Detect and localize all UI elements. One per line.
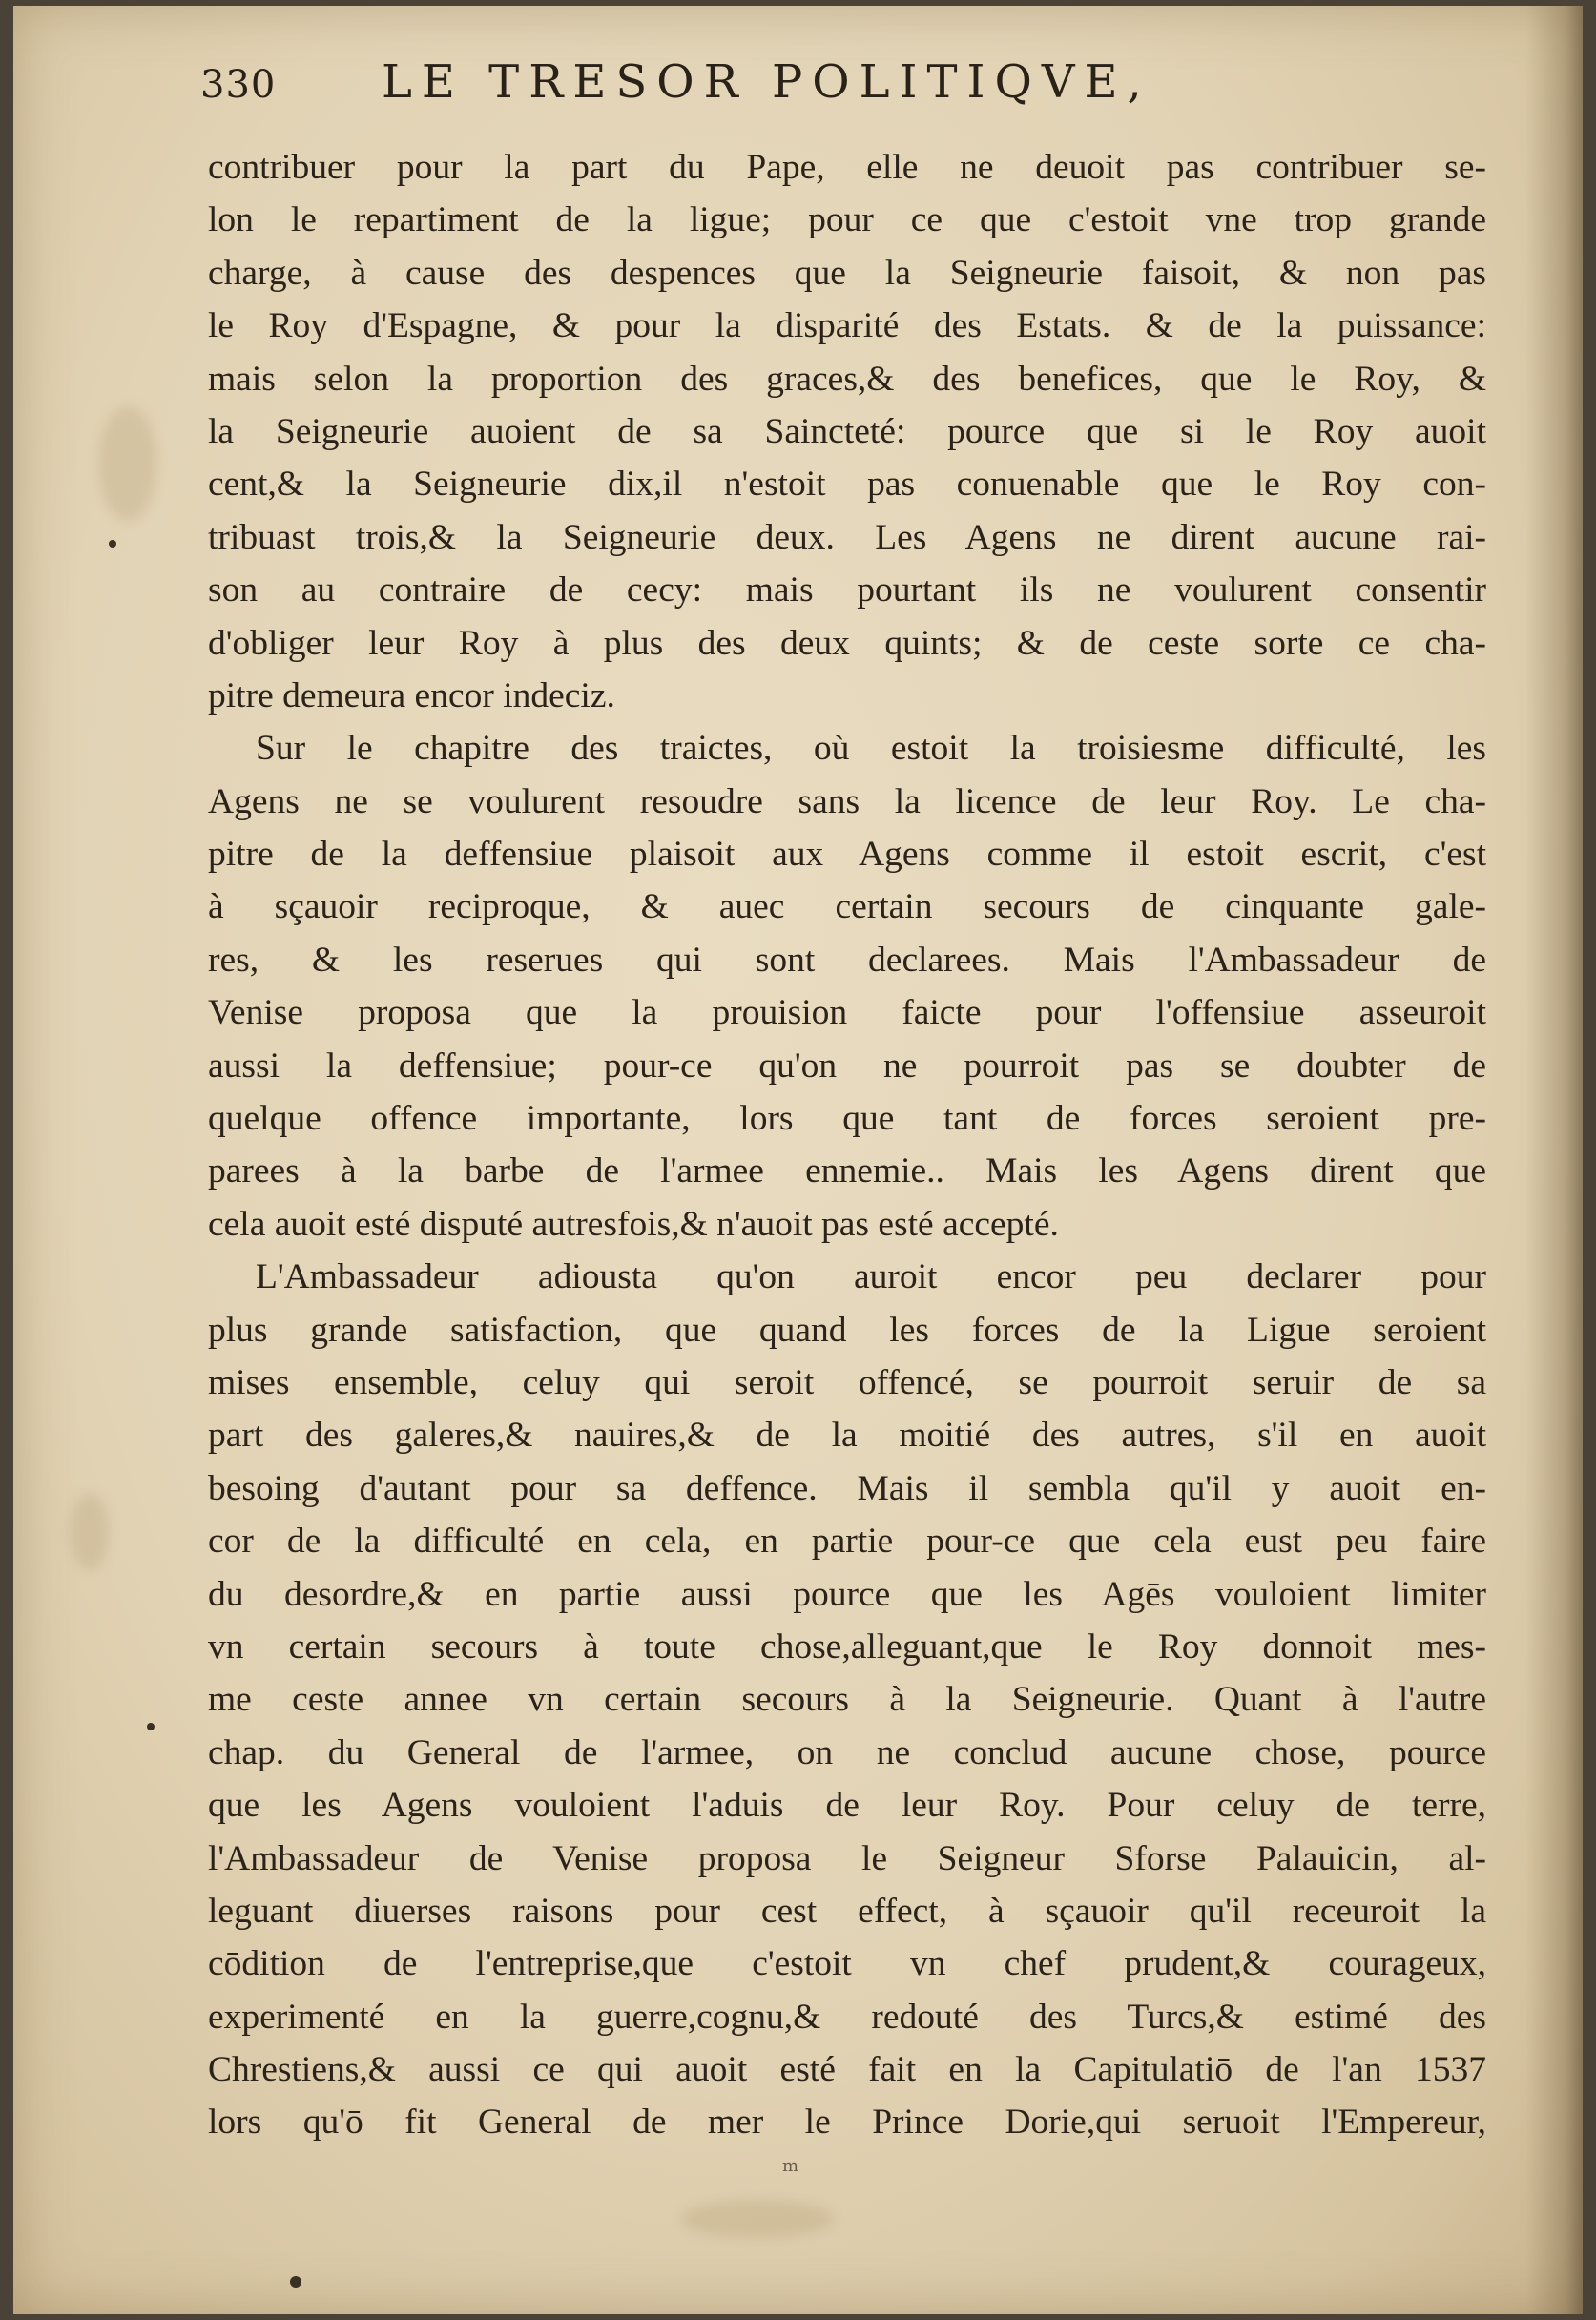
text-line: aussi la deffensiue; pour-ce qu'on ne pourroit pas se doubter de bbox=[208, 1046, 1486, 1086]
ink-speck bbox=[147, 1723, 155, 1730]
text-line: L'Ambassadeur adiousta qu'on auroit encor peu declarer pour bbox=[256, 1257, 1486, 1297]
text-line: le Roy d'Espagne, & pour la disparité des Estats. & de la puissance: bbox=[208, 306, 1486, 346]
text-line: quelque offence importante, lors que tant de forces seroient pre- bbox=[208, 1099, 1486, 1139]
text-line: pitre demeura encor indeciz. bbox=[208, 675, 615, 715]
ink-speck bbox=[290, 2276, 301, 2288]
text-line: vn certain secours à toute chose,alleguant,que le Roy donnoit mes- bbox=[208, 1626, 1486, 1667]
text-line: contribuer pour la part du Pape, elle ne deuoit pas contribuer se- bbox=[208, 148, 1486, 187]
text-line: cōdition de l'entreprise,que c'estoit vn chef prudent,& courageux, bbox=[208, 1944, 1486, 1984]
text-line: Chrestiens,& aussi ce qui auoit esté fait en la Capitulatiō de l'an 1537 bbox=[208, 2050, 1486, 2090]
text-line: chap. du General de l'armee, on ne conclud aucune chose, pource bbox=[208, 1732, 1486, 1772]
paper-stain bbox=[99, 406, 156, 521]
running-title: LE TRESOR POLITIQVE, bbox=[382, 55, 1151, 109]
text-line: mises ensemble, celuy qui seroit offencé, se pourroit seruir de sa bbox=[208, 1362, 1486, 1402]
text-line: Agens ne se voulurent resoudre sans la licence de leur Roy. Le cha- bbox=[208, 781, 1486, 821]
text-line: experimenté en la guerre,cognu,& redouté des Turcs,& estimé des bbox=[208, 1997, 1486, 2037]
text-line: son au contraire de cecy: mais pourtant ils ne voulurent consentir bbox=[208, 570, 1486, 611]
text-line: lon le repartiment de la ligue; pour ce que c'estoit vne trop grande bbox=[208, 200, 1486, 240]
text-line: à sçauoir reciproque, & auec certain secours de cinquante gale- bbox=[208, 887, 1486, 927]
page-header bbox=[200, 55, 1441, 122]
text-line: cela auoit esté disputé autresfois,& n'auoit pas esté accepté. bbox=[208, 1204, 1059, 1244]
text-line: plus grande satisfaction, que quand les forces de la Ligue seroient bbox=[208, 1310, 1486, 1350]
text-line: Sur le chapitre des traictes, où estoit la troisiesme difficulté, les bbox=[256, 729, 1486, 769]
text-line: me ceste annee vn certain secours à la Seigneurie. Quant à l'autre bbox=[208, 1680, 1486, 1720]
text-line: du desordre,& en partie aussi pource que les Agēs vouloient limiter bbox=[208, 1574, 1486, 1614]
text-line: parees à la barbe de l'armee ennemie.. Mais les Agens dirent que bbox=[208, 1151, 1486, 1191]
text-line: mais selon la proportion des graces,& des benefices, que le Roy, & bbox=[208, 359, 1486, 399]
paper-stain bbox=[71, 1494, 109, 1570]
page-gutter-shadow bbox=[1525, 6, 1583, 2314]
text-line: part des galeres,& nauires,& de la moitié des autres, s'il en auoit bbox=[208, 1416, 1486, 1456]
text-line: res, & les reserues qui sont declarees. Mais l'Ambassadeur de bbox=[208, 940, 1486, 980]
text-line: pitre de la deffensiue plaisoit aux Agens comme il estoit escrit, c'est bbox=[208, 835, 1486, 875]
text-line: charge, à cause des despences que la Seigneurie faisoit, & non pas bbox=[208, 253, 1486, 293]
text-line: tribuast trois,& la Seigneurie deux. Les Agens ne dirent aucune rai- bbox=[208, 517, 1486, 557]
page-number: 330 bbox=[200, 63, 277, 107]
text-line: leguant diuerses raisons pour cest effect, à sçauoir qu'il receuroit la bbox=[208, 1891, 1486, 1931]
text-line: que les Agens vouloient l'aduis de leur Roy. Pour celuy de terre, bbox=[208, 1786, 1486, 1826]
signature-mark: m bbox=[782, 2156, 799, 2176]
text-line: d'obliger leur Roy à plus des deux quints; & de ceste sorte ce cha- bbox=[208, 623, 1486, 663]
text-line: l'Ambassadeur de Venise proposa le Seigneur Sforse Palauicin, al- bbox=[208, 1838, 1486, 1878]
text-line: cent,& la Seigneurie dix,il n'estoit pas conuenable que le Roy con- bbox=[208, 465, 1486, 505]
text-line: lors qu'ō fit General de mer le Prince Dorie,qui seruoit l'Empereur, bbox=[208, 2102, 1486, 2143]
text-line: Venise proposa que la prouision faicte pour l'offensiue asseuroit bbox=[208, 993, 1486, 1033]
paper-stain bbox=[681, 2200, 834, 2238]
text-line: besoing d'autant pour sa deffence. Mais il sembla qu'il y auoit en- bbox=[208, 1468, 1486, 1508]
text-line: la Seigneurie auoient de sa Saincteté: pource que si le Roy auoit bbox=[208, 411, 1486, 451]
text-line: cor de la difficulté en cela, en partie pour-ce que cela eust peu faire bbox=[208, 1522, 1486, 1562]
body-text bbox=[208, 141, 1486, 2149]
ink-speck bbox=[109, 540, 116, 548]
